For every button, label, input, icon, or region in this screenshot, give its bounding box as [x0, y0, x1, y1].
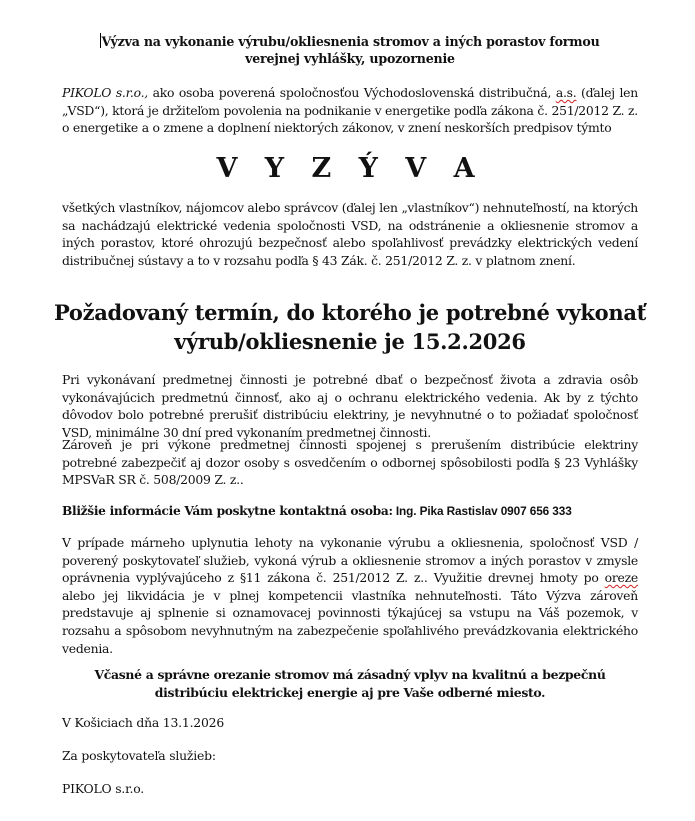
signatory: PIKOLO s.r.o. [62, 781, 145, 796]
deadline-line-2: výrub/okliesnenie je 15.2.2026 [174, 329, 526, 354]
heading-vyzyva: V Y Z Ý V A [216, 153, 484, 184]
on-behalf-label: Za poskytovateľa služieb: [62, 748, 216, 763]
document-title [62, 33, 638, 67]
intro-text-b: (ďalej len „VSD“), ktorá je držiteľom povolenia na podnikanie v energetike podľa zákona č. 251/2012 Z. z. o energetike a o zmene a doplnení niektorých zákonov, v znení neskorších predpisov týmto [62, 85, 638, 136]
deadline-heading [40, 298, 660, 356]
deadline-line-1: Požadovaný termín, do ktorého je potrebné vykonať [53, 300, 647, 325]
spellcheck-flagged-word: a.s. [555, 85, 577, 100]
title-line-1: Výzva na vykonanie výrubu/okliesnenia stromov a iných porastov formou [101, 34, 600, 49]
contact-line [62, 503, 662, 520]
closing-line-1: Včasné a správne orezanie stromov má zásadný vplyv na kvalitnú a bezpečnú [94, 667, 606, 682]
closing-line-2: distribúciu elektrickej energie aj pre Vaše odberné miesto. [154, 685, 546, 700]
intro-paragraph [62, 84, 638, 137]
company-name: PIKOLO s.r.o., [62, 85, 148, 100]
consequence-paragraph [62, 534, 638, 657]
consequence-text-a: V prípade márneho uplynutia lehoty na vykonanie výrubu a okliesnenia, spoločnosť VSD / poverený poskytovateľ služieb, vykoná výrub a okliesnenie stromov a iných porastov v zmysle oprávnenia vyplývajúceho z §11 zákona č. 251/2012 Z. z.. Využitie drevnej hmoty po [62, 535, 638, 586]
addressees-paragraph: všetkých vlastníkov, nájomcov alebo správcov (ďalej len „vlastníkov“) nehnuteľností, na ktorých sa nachádzajú elektrické vedenia spoločnosti VSD, na odstránenie a okliesnenie stromov a iných porastov, ktoré ohrozujú bezpečnosť alebo spoľahlivosť prevádzky elektrických vedení distribučnej sústavy a to v rozsahu podľa § 43 Zák. č. 251/2012 Z. z. v platnom znení. [62, 200, 638, 268]
intro-text-a: ako osoba poverená spoločnosťou Východoslovenská distribučná, [148, 85, 556, 100]
spellcheck-flagged-word: oreze [604, 570, 638, 586]
safety-paragraph: Pri vykonávaní predmetnej činnosti je potrebné dbať o bezpečnosť života a zdravia osôb vykonávajúcich predmetnú činnosť, ako aj o ochranu elektrického vedenia. Ak by z týchto dôvodov bolo potrebné prerušiť distribúciu elektriny, je nevyhnutné o to požiadať spoločnosť VSD, minimálne 30 dní pred vykonaním predmetnej činnosti. [62, 372, 638, 440]
closing-statement [62, 666, 638, 702]
place-and-date: V Košiciach dňa 13.1.2026 [62, 715, 225, 730]
consequence-text-b: alebo jej likvidácia je v plnej kompetencii vlastníka nehnuteľnosti. Táto Výzva zároveň predstavuje aj splnenie si oznamovacej povinnosti týkajúcej sa vstupu na Váš pozemok, v rozsahu a spôsobom nevyhnutným na zabezpečenie spoľahlivého prevádzkovania elektrického vedenia. [62, 587, 638, 656]
contact-person: Ing. Pika Rastislav 0907 656 333 [392, 504, 572, 518]
contact-label: Bližšie informácie Vám poskytne kontaktná osoba: [62, 504, 393, 518]
supervision-paragraph: Zároveň je pri výkone predmetnej činnosti spojenej s prerušením distribúcie elektriny potrebné zabezpečiť aj dozor osoby s osvedčením o odbornej spôsobilosti podľa § 23 Vyhlášky MPSVaR SR č. 508/2009 Z. z.. [62, 437, 638, 488]
title-line-2: verejnej vyhlášky, upozornenie [245, 51, 455, 66]
